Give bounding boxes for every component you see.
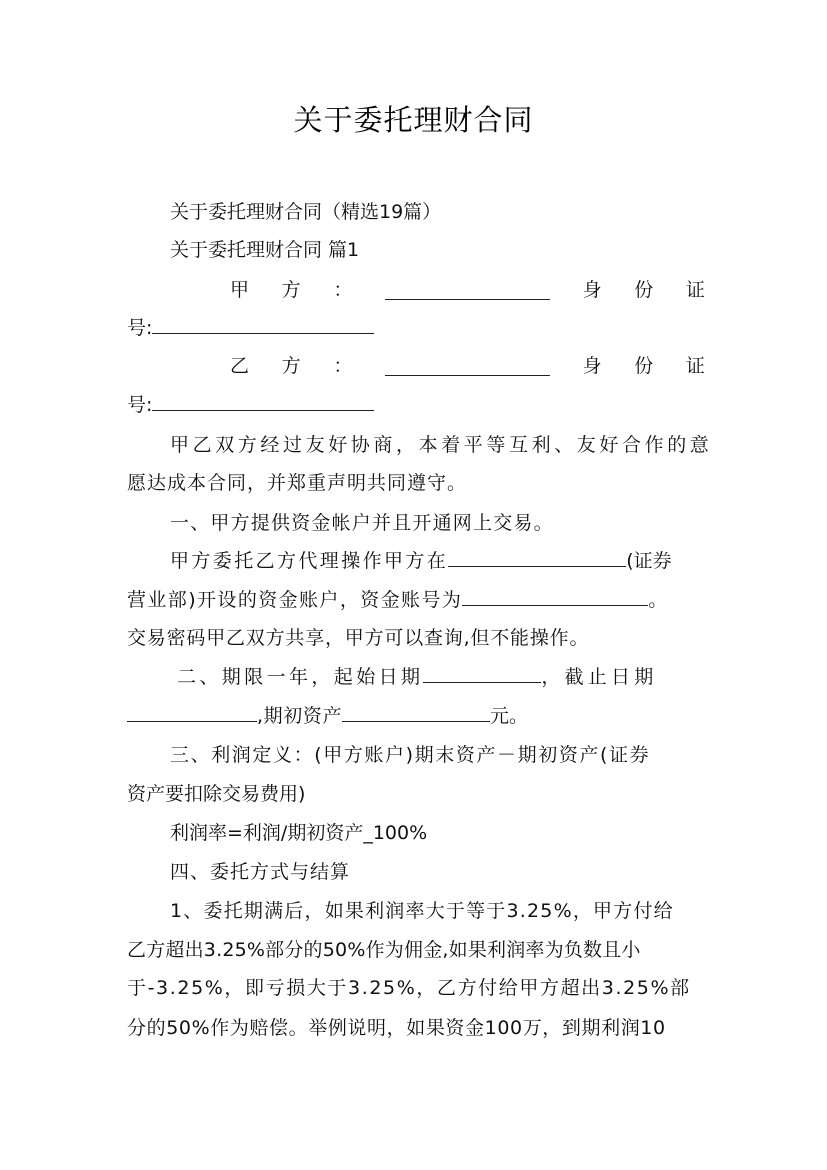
party-b-id-blank bbox=[152, 392, 374, 411]
section-2-line-2-tail: 元。 bbox=[490, 705, 529, 727]
section-4-line-1: 1、委托期满后，如果利润率大于等于3.25%，甲方付给 bbox=[170, 900, 674, 922]
party-a-char-3: 身 bbox=[582, 279, 602, 301]
securities-firm-blank bbox=[448, 548, 626, 567]
section-1-line-2-tail: 。 bbox=[648, 589, 668, 611]
intro-line-2: 愿达成本合同，并郑重声明共同遵守。 bbox=[127, 472, 468, 494]
section-1-line-1-text: 甲方委托乙方代理操作甲方在 bbox=[170, 550, 449, 572]
party-b-char-5: 证 bbox=[685, 355, 705, 377]
initial-assets-blank bbox=[342, 703, 490, 722]
section-4-title: 四、委托方式与结算 bbox=[170, 861, 351, 883]
party-a-char-2: 方 bbox=[281, 279, 301, 301]
document-subtitle: 关于委托理财合同（精选19篇） bbox=[170, 201, 442, 223]
section-1-line-3: 交易密码甲乙双方共享，甲方可以查询,但不能操作。 bbox=[127, 627, 590, 649]
party-a-colon: ： bbox=[333, 279, 353, 301]
chapter-heading: 关于委托理财合同 篇1 bbox=[170, 239, 360, 261]
party-a-id-row bbox=[127, 315, 374, 341]
section-2-line-1 bbox=[177, 664, 657, 690]
party-b-char-1: 乙 bbox=[230, 355, 250, 377]
end-date-blank bbox=[127, 703, 257, 722]
section-4-line-3: 于-3.25%，即亏损大于3.25%，乙方付给甲方超出3.25%部 bbox=[127, 977, 691, 999]
party-b-row bbox=[230, 353, 705, 379]
party-b-id-row bbox=[127, 392, 374, 418]
section-4-line-2: 乙方超出3.25%部分的50%作为佣金,如果利润率为负数且小 bbox=[127, 939, 641, 961]
party-b-char-4: 份 bbox=[634, 355, 654, 377]
section-4-line-4: 分的50%作为赔偿。举例说明，如果资金100万，到期利润10 bbox=[127, 1017, 666, 1039]
section-2-line-2-text: ,期初资产 bbox=[257, 705, 343, 727]
party-b-id-label: 号: bbox=[127, 394, 153, 416]
party-b-char-3: 身 bbox=[582, 355, 602, 377]
party-a-name-blank bbox=[385, 281, 550, 300]
section-2-line-2 bbox=[127, 703, 528, 729]
section-3-line-2: 资产要扣除交易费用) bbox=[127, 783, 306, 805]
start-date-blank bbox=[423, 664, 541, 683]
section-1-line-1 bbox=[170, 548, 672, 574]
section-2-line-1-text: 二、期限一年，起始日期 bbox=[177, 666, 424, 688]
party-b-name-blank bbox=[385, 357, 550, 376]
party-a-id-label: 号: bbox=[127, 317, 153, 339]
section-3-line-1: 三、利润定义：(甲方账户)期末资产－期初资产(证券 bbox=[170, 744, 651, 766]
intro-line-1: 甲乙双方经过友好协商，本着平等互利、友好合作的意 bbox=[170, 434, 713, 456]
party-a-char-1: 甲 bbox=[230, 279, 250, 301]
party-a-char-4: 份 bbox=[634, 279, 654, 301]
party-b-colon: ： bbox=[333, 355, 353, 377]
document-title: 关于委托理财合同 bbox=[293, 103, 534, 137]
account-number-blank bbox=[462, 587, 648, 606]
section-1-line-1-tail: (证券 bbox=[626, 550, 672, 572]
profit-rate-formula: 利润率=利润/期初资产_100% bbox=[170, 822, 428, 844]
party-b-char-2: 方 bbox=[281, 355, 301, 377]
party-a-id-blank bbox=[152, 315, 374, 334]
section-2-line-1-tail: ，截止日期 bbox=[541, 666, 658, 688]
party-a-char-5: 证 bbox=[685, 279, 705, 301]
section-1-line-2 bbox=[127, 587, 667, 613]
section-1-line-2-text: 营业部)开设的资金账户，资金账号为 bbox=[127, 589, 463, 611]
section-1-title: 一、甲方提供资金帐户并且开通网上交易。 bbox=[170, 512, 554, 534]
party-a-row bbox=[230, 277, 705, 303]
